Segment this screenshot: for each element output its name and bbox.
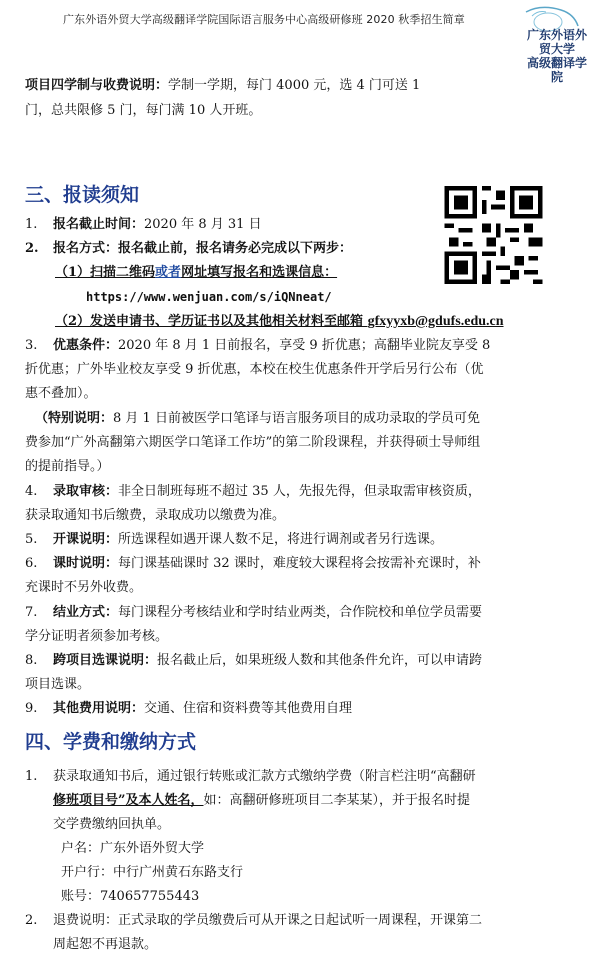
item3-line3: 惠不叠加）。 xyxy=(25,386,97,401)
item4-line1: 4. 录取审核：非全日制班每班不超过 35 人，先报先得，但录取需审核资质， xyxy=(25,484,481,499)
account-number: 账号：740657755443 xyxy=(61,889,200,904)
header-title: 广东外语外贸大学高级翻译学院国际语言服务中心高级研修班 2020 秋季招生简章 xyxy=(63,13,465,26)
bank-name: 开户行：中行广州黄石东路支行 xyxy=(61,865,244,880)
item1: 1. 报名截止时间：2020 年 8 月 31 日 xyxy=(25,217,262,232)
special-line1: （特别说明：8 月 1 日前被医学口笔译与语言服务项目的成功录取的学员可免 xyxy=(35,411,480,426)
qr-code[interactable] xyxy=(443,186,544,284)
registration-url[interactable]: https://www.wenjuan.com/s/iQNneat/ xyxy=(86,290,332,304)
fee-para1-line1: 1. 获录取通知书后，通过银行转账或汇款方式缴纳学费（附言栏注明“高翻研 xyxy=(25,769,476,784)
fee-para1-line2: 修班项目号”及本人姓名，如：高翻研修班项目二李某某），并于报名时提 xyxy=(53,793,470,808)
item8-line2: 项目选课。 xyxy=(25,677,91,692)
email-link[interactable]: gfxyyxb@gdufs.edu.cn xyxy=(367,314,504,329)
logo-text-line1: 广东外语外贸大学 xyxy=(526,28,587,56)
item9: 9. 其他费用说明：交通、住宿和资料费等其他费用自理 xyxy=(25,701,353,716)
or-link[interactable]: 或者 xyxy=(155,265,182,280)
project4-label: 项目四学制与收费说明： xyxy=(25,78,169,93)
section3-title: 三、报读须知 xyxy=(25,184,140,206)
item7-line2: 学分证明者须参加考核。 xyxy=(25,629,169,644)
item3-line2: 折优惠；广外毕业校友享受 9 折优惠，本校在校生优惠条件开学后另行公布（优 xyxy=(25,362,484,377)
page-header xyxy=(0,0,602,84)
item2-step2: （2）发送申请书、学历证书以及其他相关材料至邮箱 gfxyyxb@gdufs.edu.cn xyxy=(55,314,504,329)
item6-line1: 6. 课时说明：每门课基础课时 32 课时，难度较大课程将会按需补充课时，补 xyxy=(25,556,481,571)
university-logo xyxy=(506,2,596,84)
item4-line2: 获录取通知书后缴费，录取成功以缴费为准。 xyxy=(25,508,286,523)
project4-line2: 门，总共限修 5 门，每门满 10 人开班。 xyxy=(25,103,262,118)
special-line3: 的提前指导。） xyxy=(25,459,110,474)
item6-line2: 充课时不另外收费。 xyxy=(25,580,143,595)
special-line2: 费参加“广外高翻第六期医学口笔译工作坊”的第二阶段课程，并获得硕士导师组 xyxy=(25,435,481,450)
item2: 2. 报名方式：报名截止前，报名请务必完成以下两步： xyxy=(25,241,353,256)
project4-line1: 项目四学制与收费说明：学制一学期，每门 4000 元，选 4 门可送 1 xyxy=(25,78,421,93)
logo-text-line2: 高级翻译学院 xyxy=(526,56,587,84)
item5: 5. 开课说明：所选课程如遇开课人数不足，将进行调剂或者另行选课。 xyxy=(25,532,444,547)
section4-title: 四、学费和缴纳方式 xyxy=(25,731,197,753)
fee-para2-line1: 2. 退费说明：正式录取的学员缴费后可从开课之日起试听一周课程，开课第二 xyxy=(25,913,483,928)
item7-line1: 7. 结业方式：每门课程分考核结业和学时结业两类，合作院校和单位学员需要 xyxy=(25,605,483,620)
fee-para1-line3: 交学费缴纳回执单。 xyxy=(53,817,171,832)
item2-step1: （1）扫描二维码或者网址填写报名和选课信息： xyxy=(55,265,338,280)
item8-line1: 8. 跨项目选课说明：报名截止后，如果班级人数和其他条件允许，可以申请跨 xyxy=(25,653,483,668)
fee-para2-line2: 周起恕不再退款。 xyxy=(53,937,158,952)
item3-line1: 3. 优惠条件：2020 年 8 月 1 日前报名，享受 9 折优惠；高翻毕业院友享受 8 xyxy=(25,338,491,353)
account-name: 户名：广东外语外贸大学 xyxy=(61,841,205,856)
